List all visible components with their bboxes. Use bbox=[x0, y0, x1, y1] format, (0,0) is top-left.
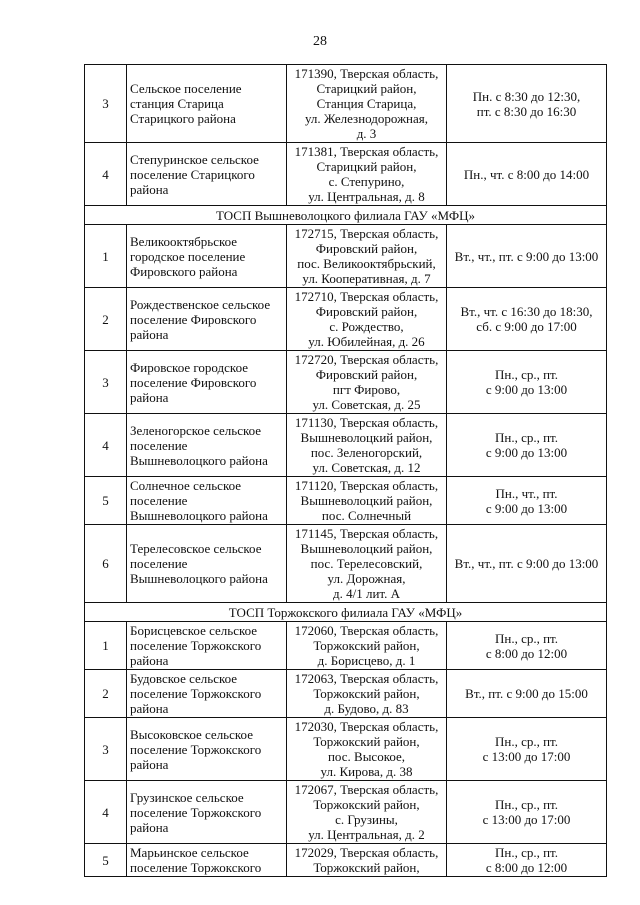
settlement-name-line: Вышневолоцкого района bbox=[130, 452, 268, 468]
settlement-name-line: Грузинское сельское bbox=[130, 789, 244, 805]
settlement-name-cell bbox=[127, 670, 287, 718]
address-cell bbox=[287, 525, 447, 603]
row-number: 4 bbox=[85, 143, 127, 206]
settlement-name-line: района bbox=[130, 819, 169, 835]
table-row bbox=[85, 781, 607, 844]
address-line: 171381, Тверская область, bbox=[294, 144, 439, 159]
working-hours-line: Пн. с 8:30 до 12:30, bbox=[472, 88, 581, 104]
settlement-name-line: поселение Фировского bbox=[130, 374, 257, 390]
address-line: 172030, Тверская область, bbox=[294, 719, 439, 734]
settlement-name-line: поселение Торжокского bbox=[130, 860, 262, 875]
settlement-name-line: района bbox=[130, 389, 169, 405]
address-line: 172029, Тверская область, bbox=[294, 845, 439, 860]
settlement-name-line: поселение bbox=[130, 437, 188, 453]
address-cell bbox=[287, 288, 447, 351]
table-body bbox=[85, 65, 607, 877]
row-number: 1 bbox=[85, 225, 127, 288]
settlement-name-line: Терелесовское сельское bbox=[130, 541, 262, 556]
address-line: д. Борисцево, д. 1 bbox=[317, 653, 416, 668]
working-hours-cell bbox=[447, 351, 607, 414]
address-line: ул. Железнодорожная, bbox=[304, 111, 429, 126]
address-line: ул. Советская, д. 12 bbox=[312, 460, 421, 475]
settlement-name-line: Великооктябрьское bbox=[130, 233, 238, 249]
section-title: ТОСП Вышневолоцкого филиала ГАУ «МФЦ» bbox=[85, 206, 607, 225]
address-cell bbox=[287, 781, 447, 844]
address-line: 171130, Тверская область, bbox=[294, 415, 439, 430]
settlement-name-line: Марьинское сельское bbox=[130, 845, 249, 860]
table-row bbox=[85, 718, 607, 781]
working-hours-cell bbox=[447, 225, 607, 288]
address-line: пос. Солнечный bbox=[321, 508, 412, 523]
table-row bbox=[85, 670, 607, 718]
settlement-name-line: Борисцевское сельское bbox=[130, 623, 258, 638]
address-line: с. Рождество, bbox=[329, 319, 404, 334]
settlement-name-line: района bbox=[130, 701, 169, 716]
row-number: 3 bbox=[85, 65, 127, 143]
working-hours-line: с 8:00 до 12:00 bbox=[485, 645, 568, 661]
address-line: 172067, Тверская область, bbox=[294, 782, 439, 797]
row-number: 5 bbox=[85, 844, 127, 877]
address-line: Старицкий район, bbox=[316, 159, 417, 174]
settlement-name-line: Солнечное сельское bbox=[130, 478, 242, 493]
working-hours-line: сб. с 9:00 до 17:00 bbox=[476, 319, 577, 334]
offices-table bbox=[84, 64, 607, 877]
address-line: Станция Старица, bbox=[316, 96, 417, 111]
address-line: пос. Зеленогорский, bbox=[310, 445, 423, 460]
address-line: с. Степурино, bbox=[328, 174, 405, 189]
row-number: 3 bbox=[85, 351, 127, 414]
address-line: Торжокский район, bbox=[313, 797, 420, 812]
table-row bbox=[85, 351, 607, 414]
settlement-name-line: поселение Торжокского bbox=[130, 804, 262, 820]
address-line: пос. Великооктябрьский, bbox=[297, 256, 436, 271]
settlement-name-line: поселение Торжокского bbox=[130, 638, 262, 653]
settlement-name-cell bbox=[127, 477, 287, 525]
address-cell bbox=[287, 65, 447, 143]
address-line: Вышневолоцкий район, bbox=[300, 541, 433, 556]
address-cell bbox=[287, 477, 447, 525]
address-cell bbox=[287, 718, 447, 781]
address-line: ул. Кирова, д. 38 bbox=[320, 764, 413, 779]
working-hours-line: с 9:00 до 13:00 bbox=[485, 445, 568, 460]
address-line: пгт Фирово, bbox=[332, 382, 401, 397]
address-line: ул. Центральная, д. 8 bbox=[308, 189, 425, 204]
settlement-name-line: Сельское поселение bbox=[130, 81, 242, 96]
settlement-name-line: района bbox=[130, 181, 169, 197]
settlement-name-line: района bbox=[130, 756, 169, 772]
row-number: 6 bbox=[85, 525, 127, 603]
working-hours-cell bbox=[447, 622, 607, 670]
address-line: ул. Советская, д. 25 bbox=[312, 397, 421, 412]
table-row bbox=[85, 844, 607, 877]
settlement-name-cell bbox=[127, 414, 287, 477]
settlement-name-cell bbox=[127, 718, 287, 781]
working-hours-line: Пн., ср., пт. bbox=[494, 630, 559, 646]
address-line: Фировский район, bbox=[315, 241, 418, 256]
table-row bbox=[85, 225, 607, 288]
working-hours-cell bbox=[447, 718, 607, 781]
table-row bbox=[85, 143, 607, 206]
row-number: 4 bbox=[85, 414, 127, 477]
address-cell bbox=[287, 670, 447, 718]
working-hours-line: с 8:00 до 12:00 bbox=[485, 860, 568, 875]
address-line: Вышневолоцкий район, bbox=[300, 430, 433, 445]
settlement-name-line: станция Старица bbox=[130, 96, 224, 111]
address-line: 171120, Тверская область, bbox=[294, 478, 439, 493]
section-header-row bbox=[85, 603, 607, 622]
address-line: 172063, Тверская область, bbox=[294, 671, 439, 686]
address-line: ул. Центральная, д. 2 bbox=[308, 827, 425, 842]
address-line: Торжокский район, bbox=[313, 686, 420, 701]
row-number: 2 bbox=[85, 670, 127, 718]
working-hours-line: с 13:00 до 17:00 bbox=[482, 749, 571, 764]
settlement-name-cell bbox=[127, 844, 287, 877]
address-cell bbox=[287, 225, 447, 288]
working-hours-line: Пн., чт., пт. bbox=[495, 485, 558, 501]
settlement-name-cell bbox=[127, 781, 287, 844]
working-hours-line: Пн., чт. с 8:00 до 14:00 bbox=[463, 166, 590, 182]
address-line: 172715, Тверская область, bbox=[294, 226, 439, 241]
address-line: Старицкий район, bbox=[316, 81, 417, 96]
working-hours-line: с 13:00 до 17:00 bbox=[482, 812, 571, 827]
address-line: д. Будово, д. 83 bbox=[324, 701, 409, 716]
address-line: д. 4/1 лит. А bbox=[332, 586, 400, 601]
settlement-name-line: поселение bbox=[130, 556, 188, 571]
settlement-name-line: Фировское городское bbox=[130, 359, 248, 375]
address-cell bbox=[287, 351, 447, 414]
row-number: 2 bbox=[85, 288, 127, 351]
working-hours-line: Пн., ср., пт. bbox=[494, 430, 559, 445]
working-hours-cell bbox=[447, 525, 607, 603]
working-hours-line: Пн., ср., пт. bbox=[494, 734, 559, 749]
settlement-name-line: городское поселение bbox=[130, 248, 246, 264]
address-line: ул. Дорожная, bbox=[327, 571, 406, 586]
address-line: Торжокский район, bbox=[313, 860, 420, 875]
working-hours-line: Пн., ср., пт. bbox=[494, 845, 559, 860]
working-hours-cell bbox=[447, 414, 607, 477]
settlement-name-line: поселение Торжокского bbox=[130, 686, 262, 701]
settlement-name-line: Фировского района bbox=[130, 263, 238, 279]
working-hours-line: Вт., чт., пт. с 9:00 до 13:00 bbox=[454, 556, 599, 571]
working-hours-cell bbox=[447, 844, 607, 877]
row-number: 1 bbox=[85, 622, 127, 670]
settlement-name-line: Вышневолоцкого района bbox=[130, 508, 268, 523]
table-row bbox=[85, 525, 607, 603]
settlement-name-line: Рождественское сельское bbox=[130, 296, 271, 312]
address-line: 171145, Тверская область, bbox=[294, 526, 439, 541]
address-line: Торжокский район, bbox=[313, 638, 420, 653]
working-hours-cell bbox=[447, 65, 607, 143]
settlement-name-line: Будовское сельское bbox=[130, 671, 238, 686]
working-hours-line: с 9:00 до 13:00 bbox=[485, 500, 568, 516]
row-number: 4 bbox=[85, 781, 127, 844]
address-cell bbox=[287, 844, 447, 877]
working-hours-cell bbox=[447, 143, 607, 206]
settlement-name-line: района bbox=[130, 653, 169, 668]
address-line: 172060, Тверская область, bbox=[294, 623, 439, 638]
address-cell bbox=[287, 143, 447, 206]
address-line: д. 3 bbox=[356, 126, 377, 141]
settlement-name-cell bbox=[127, 225, 287, 288]
settlement-name-cell bbox=[127, 143, 287, 206]
working-hours-line: с 9:00 до 13:00 bbox=[485, 382, 568, 397]
settlement-name-line: Вышневолоцкого района bbox=[130, 571, 268, 586]
settlement-name-line: поселение Фировского bbox=[130, 311, 257, 327]
address-line: ул. Кооперативная, д. 7 bbox=[302, 271, 431, 286]
settlement-name-cell bbox=[127, 351, 287, 414]
settlement-name-cell bbox=[127, 65, 287, 143]
settlement-name-line: поселение bbox=[130, 493, 188, 508]
working-hours-cell bbox=[447, 670, 607, 718]
address-line: пос. Высокое, bbox=[327, 749, 406, 764]
settlement-name-cell bbox=[127, 288, 287, 351]
settlement-name-line: Старицкого района bbox=[130, 111, 236, 126]
working-hours-line: Вт., чт., пт. с 9:00 до 13:00 bbox=[454, 248, 599, 264]
address-line: пос. Терелесовский, bbox=[310, 556, 423, 571]
page-number: 28 bbox=[313, 34, 327, 49]
settlement-name-cell bbox=[127, 525, 287, 603]
settlement-name-line: поселение Старицкого bbox=[130, 166, 255, 182]
working-hours-line: Пн., ср., пт. bbox=[494, 367, 559, 382]
settlement-name-line: поселение Торжокского bbox=[130, 741, 262, 757]
working-hours-line: Вт., чт. с 16:30 до 18:30, bbox=[460, 304, 593, 319]
settlement-name-line: Зеленогорское сельское bbox=[130, 422, 262, 438]
address-line: Вышневолоцкий район, bbox=[300, 493, 433, 508]
address-line: Фировский район, bbox=[315, 304, 418, 319]
table-row bbox=[85, 414, 607, 477]
address-line: Торжокский район, bbox=[313, 734, 420, 749]
working-hours-cell bbox=[447, 781, 607, 844]
row-number: 5 bbox=[85, 477, 127, 525]
table-row bbox=[85, 477, 607, 525]
address-line: Фировский район, bbox=[315, 367, 418, 382]
working-hours-cell bbox=[447, 477, 607, 525]
address-cell bbox=[287, 622, 447, 670]
working-hours-line: Вт., пт. с 9:00 до 15:00 bbox=[465, 686, 588, 701]
settlement-name-line: района bbox=[130, 326, 169, 342]
address-line: 172720, Тверская область, bbox=[294, 352, 439, 367]
working-hours-cell bbox=[447, 288, 607, 351]
address-line: 172710, Тверская область, bbox=[294, 289, 439, 304]
section-title: ТОСП Торжокского филиала ГАУ «МФЦ» bbox=[85, 603, 607, 622]
address-line: ул. Юбилейная, д. 26 bbox=[308, 334, 425, 349]
address-cell bbox=[287, 414, 447, 477]
table-row bbox=[85, 65, 607, 143]
table-row bbox=[85, 288, 607, 351]
settlement-name-line: Высоковское сельское bbox=[130, 726, 253, 742]
address-line: с. Грузины, bbox=[335, 812, 398, 827]
section-header-row bbox=[85, 206, 607, 225]
working-hours-line: Пн., ср., пт. bbox=[494, 797, 559, 812]
settlement-name-line: Степуринское сельское bbox=[130, 151, 259, 167]
row-number: 3 bbox=[85, 718, 127, 781]
address-line: 171390, Тверская область, bbox=[294, 66, 439, 81]
settlement-name-cell bbox=[127, 622, 287, 670]
table-row bbox=[85, 622, 607, 670]
working-hours-line: пт. с 8:30 до 16:30 bbox=[476, 103, 577, 119]
